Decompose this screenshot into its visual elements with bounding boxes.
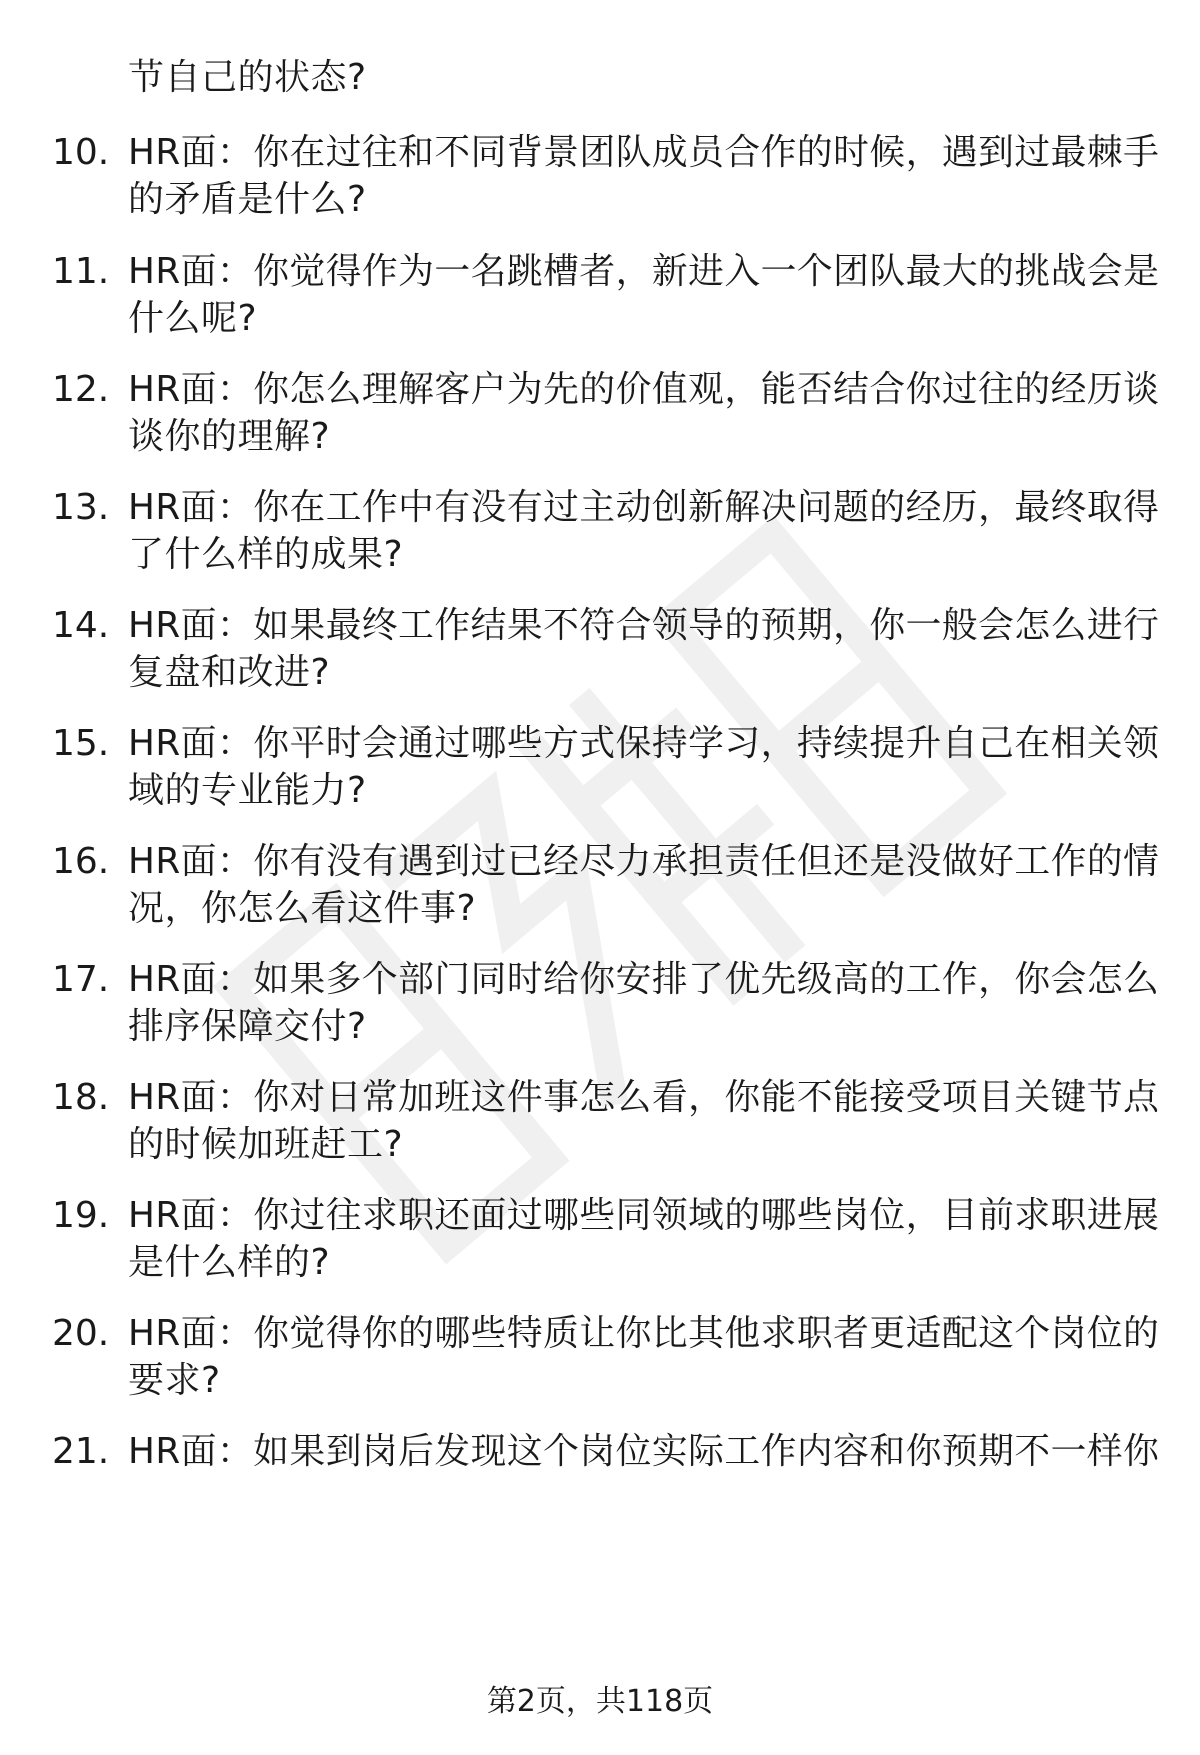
item-text-line1: HR面：你对日常加班这件事怎么看，你能不能接受项目关键节点 <box>128 1077 1160 1118</box>
item-number: 20. <box>52 1313 110 1354</box>
item-text-line2: 况，你怎么看这件事? <box>128 888 477 929</box>
item-text-line2: 了什么样的成果? <box>128 534 404 575</box>
item-number: 12. <box>52 369 110 410</box>
item-number: 21. <box>52 1431 110 1472</box>
item-number: 17. <box>52 959 110 1000</box>
item-text-line2: 复盘和改进? <box>128 652 331 693</box>
item-text-line2: 的时候加班赶工? <box>128 1124 404 1165</box>
item-text-line2: 要求? <box>128 1360 221 1401</box>
item-number: 18. <box>52 1077 110 1118</box>
item-number: 13. <box>52 487 110 528</box>
item-text-line2: 什么呢? <box>128 298 258 339</box>
item-text-line1: HR面：你在工作中有没有过主动创新解决问题的经历，最终取得 <box>128 487 1160 528</box>
item-text-line1: HR面：如果到岗后发现这个岗位实际工作内容和你预期不一样你 <box>128 1431 1160 1472</box>
item-text-line2: 是什么样的? <box>128 1242 331 1283</box>
item-text-line2: 的矛盾是什么? <box>128 179 367 220</box>
item-number: 14. <box>52 605 110 646</box>
item-text-line1: HR面：你觉得作为一名跳槽者，新进入一个团队最大的挑战会是 <box>128 251 1160 292</box>
page-footer: 第2页，共118页 <box>486 1684 714 1719</box>
item-number: 10. <box>52 132 110 173</box>
item-text-line1: HR面：你怎么理解客户为先的价值观，能否结合你过往的经历谈 <box>128 369 1160 410</box>
item-text-line1: HR面：你平时会通过哪些方式保持学习，持续提升自己在相关领 <box>128 723 1160 764</box>
item-text-line2: 排序保障交付? <box>128 1006 367 1047</box>
item-number: 15. <box>52 723 110 764</box>
item-text-line1: HR面：如果最终工作结果不符合领导的预期，你一般会怎么进行 <box>128 605 1160 646</box>
item-number: 11. <box>52 251 110 292</box>
item-text-line2: 域的专业能力? <box>128 770 367 811</box>
item-number: 16. <box>52 841 110 882</box>
item-text-line1: HR面：你在过往和不同背景团队成员合作的时候，遇到过最棘手 <box>128 132 1160 173</box>
item-text-line1: HR面：你有没有遇到过已经尽力承担责任但还是没做好工作的情 <box>128 841 1160 882</box>
item-number: 19. <box>52 1195 110 1236</box>
item-text-line1: HR面：如果多个部门同时给你安排了优先级高的工作，你会怎么 <box>128 959 1160 1000</box>
continuation-line: 节自己的状态? <box>128 57 367 98</box>
item-text-line1: HR面：你觉得你的哪些特质让你比其他求职者更适配这个岗位的 <box>128 1313 1160 1354</box>
item-text-line2: 谈你的理解? <box>128 416 331 457</box>
item-text-line1: HR面：你过往求职还面过哪些同领域的哪些岗位，目前求职进展 <box>128 1195 1160 1236</box>
